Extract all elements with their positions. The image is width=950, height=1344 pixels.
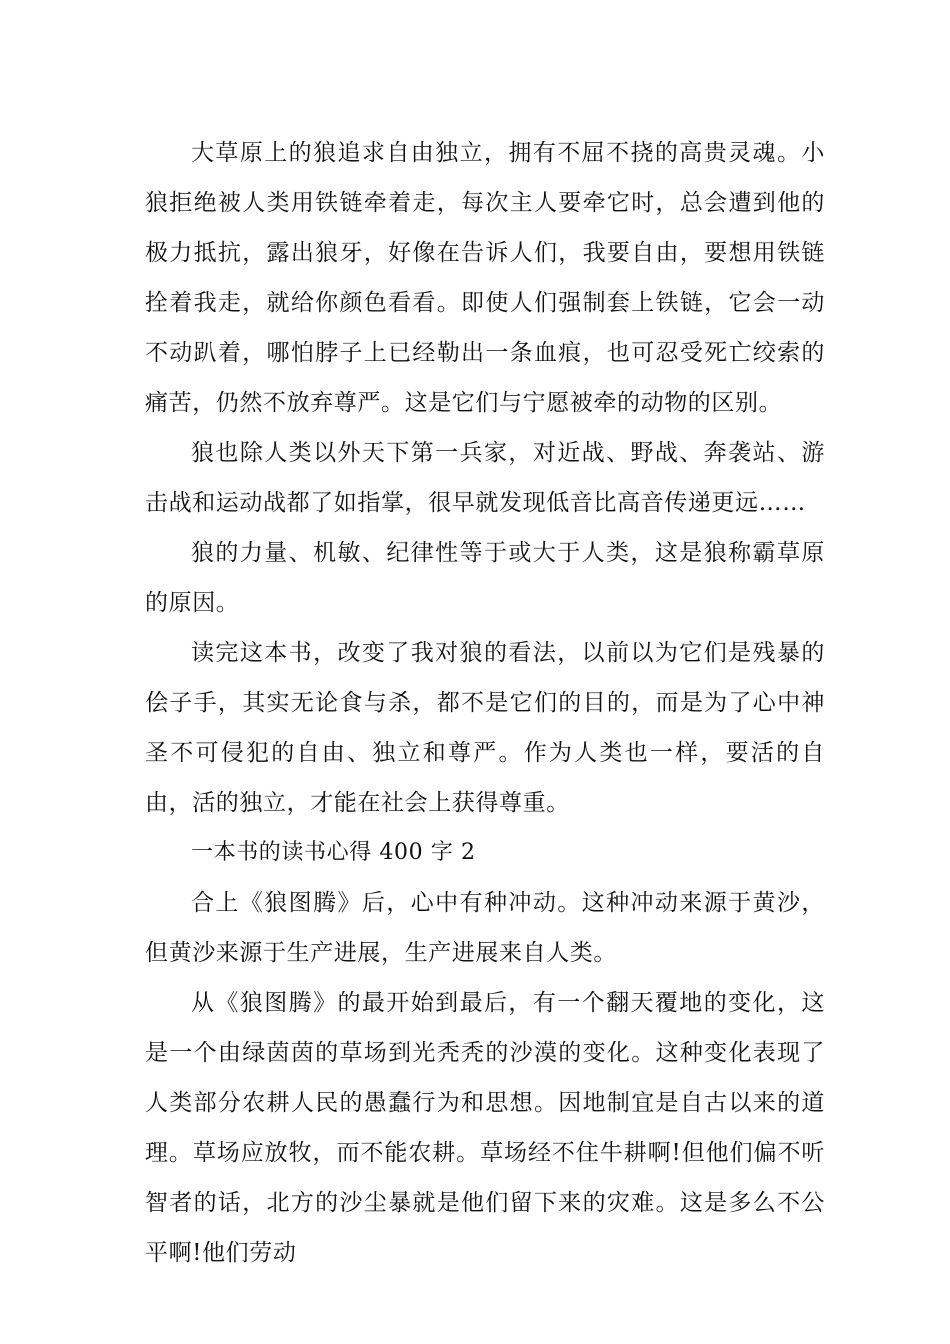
paragraph-free-wolves: 大草原上的狼追求自由独立，拥有不屈不挠的高贵灵魂。小狼拒绝被人类用铁链牵着走，每次主人要牵它时，总会遭到他的极力抵抗，露出狼牙，好像在告诉人们，我要自由，要想用铁链拴着我走，就给你颜色看看。即使人们强制套上铁链，它会一动不动趴着，哪怕脖子上已经勒出一条血痕，也可忍受死亡绞索的痛苦，仍然不放弃尊严。这是它们与宁愿被牵的动物的区别。	[145, 140, 825, 416]
paragraph-yellow-sand: 合上《狼图腾》后，心中有种冲动。这种冲动来源于黄沙，但黄沙来源于生产进展，生产进展来自人类。	[145, 890, 825, 966]
paragraph-reflection: 读完这本书，改变了我对狼的看法，以前以为它们是残暴的侩子手，其实无论食与杀，都不是它们的目的，而是为了心中神圣不可侵犯的自由、独立和尊严。作为人类也一样，要活的自由，活的独立，才能在社会上获得尊重。	[145, 640, 825, 816]
paragraph-wolf-strategist: 狼也除人类以外天下第一兵家，对近战、野战、奔袭站、游击战和运动战都了如指掌，很早就发现低音比高音传递更远……	[145, 440, 825, 516]
section-heading: 一本书的读书心得 400 字 2	[191, 840, 476, 865]
document-body	[145, 128, 825, 1278]
paragraph-grassland-change: 从《狼图腾》的最开始到最后，有一个翻天覆地的变化，这是一个由绿茵茵的草场到光秃秃的沙漠的变化。这种变化表现了人类部分农耕人民的愚蠢行为和思想。因地制宜是自古以来的道理。草场应放牧，而不能农耕。草场经不住牛耕啊!但他们偏不听智者的话，北方的沙尘暴就是他们留下来的灾难。这是多么不公平啊!他们劳动	[145, 990, 825, 1266]
paragraph-wolf-strength: 狼的力量、机敏、纪律性等于或大于人类，这是狼称霸草原的原因。	[145, 540, 825, 616]
